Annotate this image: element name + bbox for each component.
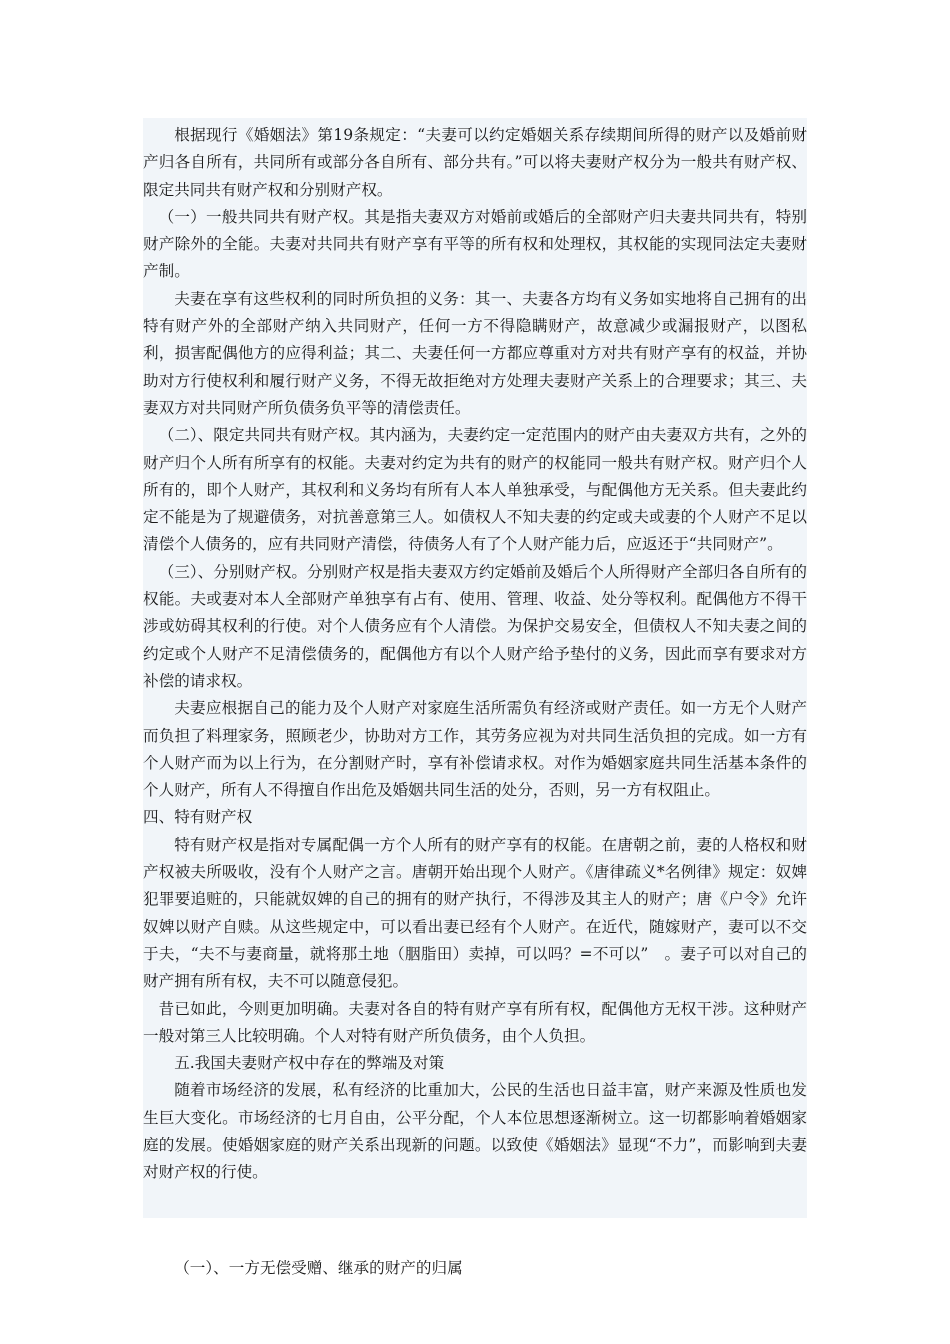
paragraph-family-responsibility: 夫妻应根据自己的能力及个人财产对家庭生活所需负有经济或财产责任。如一方无个人财产而负担了料理家务，照顾老少，协助对方工作，其劳务应视为对共同生活负担的完成。如一方有个人财产而为以上行为，在分割财产时，享有补偿请求权。对作为婚姻家庭共同生活基本条件的个人财产，所有人不得擅自作出危及婚姻共同生活的处分，否则，另一方有权阻止。 bbox=[143, 699, 807, 800]
paragraph-general-joint-property: （一）一般共同共有财产权。其是指夫妻双方对婚前或婚后的全部财产归夫妻共同共有，特别财产除外的全能。夫妻对共同共有财产享有平等的所有权和处理权，其权能的实现同法定夫妻财产制。 bbox=[143, 207, 807, 281]
paragraph-special-property-today: 昔已如此，今则更加明确。夫妻对各自的特有财产享有所有权，配偶他方无权干涉。这种财产一般对第三人比较明确。个人对特有财产所负债务，由个人负担。 bbox=[143, 999, 807, 1045]
heading-special-property: 四、特有财产权 bbox=[143, 808, 253, 827]
heading-problems-and-countermeasures: 五.我国夫妻财产权中存在的弊端及对策 bbox=[174, 1054, 445, 1073]
paragraph-separate-property: （三）、分别财产权。分别财产权是指夫妻双方约定婚前及婚后个人所得财产全部归各自所有的权能。夫或妻对本人全部财产单独享有占有、使用、管理、收益、处分等权利。配偶他方不得干涉或妨碍其权利的行使。对个人债务应有个人清偿。为保护交易安全，但债权人不知夫妻之间的约定或个人财产不足清偿债务的，配偶他方有以个人财产给予垫付的义务，因此而享有要求对方补偿的请求权。 bbox=[143, 562, 807, 690]
paragraph-intro: 根据现行《婚姻法》第19条规定：“夫妻可以约定婚姻关系存续期间所得的财产以及婚前财产归各自所有，共同所有或部分各自所有、部分共有。”可以将夫妻财产权分为一般共有财产权、限定共同共有财产权和分别财产权。 bbox=[143, 126, 807, 199]
paragraph-special-property-history: 特有财产权是指对专属配偶一方个人所有的财产享有的权能。在唐朝之前，妻的人格权和财产权被夫所吸收，没有个人财产之言。唐朝开始出现个人财产。《唐律疏义*名例律》规定：奴婢犯罪要追赃的，只能就奴婢的自己的拥有的财产执行，不得涉及其主人的财产；唐《户令》允许奴婢以财产自赎。从这些规定中，可以看出妻已经有个人财产。在近代，随嫁财产，妻可以不交于夫，“夫不与妻商量，就将那土地（胭脂田）卖掉，可以吗？=不可以” 。妻子可以对自己的财产拥有所有权，夫不可以随意侵犯。 bbox=[143, 835, 807, 991]
document-body bbox=[143, 122, 807, 1282]
blank-space bbox=[143, 1187, 807, 1255]
paragraph-limited-joint-property: （二）、限定共同共有财产权。其内涵为，夫妻约定一定范围内的财产由夫妻双方共有，之外的财产归个人所有所享有的权能。夫妻对约定为共有的财产的权能同一般共有财产权。财产归个人所有的，即个人财产，其权利和义务均有所有人本人单独承受，与配偶他方无关系。但夫妻此约定不能是为了规避债务，对抗善意第三人。如债权人不知夫妻的约定或夫或妻的个人财产不足以清偿个人债务的，应有共同财产清偿，待债务人有了个人财产能力后，应返还于“共同财产”。 bbox=[143, 426, 807, 554]
paragraph-obligations: 夫妻在享有这些权利的同时所负担的义务：其一、夫妻各方均有义务如实地将自己拥有的出特有财产外的全部财产纳入共同财产，任何一方不得隐瞒财产，故意减少或漏报财产，以图私利，损害配偶他方的应得利益；其二、夫妻任何一方都应尊重对方对共有财产享有的权益，并协助对方行使权利和履行财产义务，不得无故拒绝对方处理夫妻财产关系上的合理要求；其三、夫妻双方对共同财产所负债务负平等的清偿责任。 bbox=[143, 289, 807, 417]
paragraph-market-economy: 随着市场经济的发展，私有经济的比重加大，公民的生活也日益丰富，财产来源及性质也发生巨大变化。市场经济的七月自由，公平分配，个人本位思想逐渐树立。这一切都影响着婚姻家庭的发展。使婚姻家庭的财产关系出现新的问题。以致使《婚姻法》显现“不力”，而影响到夫妻对财产权的行使。 bbox=[143, 1081, 807, 1182]
heading-gift-inheritance: （一）、一方无偿受赠、继承的财产的归属 bbox=[174, 1258, 463, 1277]
